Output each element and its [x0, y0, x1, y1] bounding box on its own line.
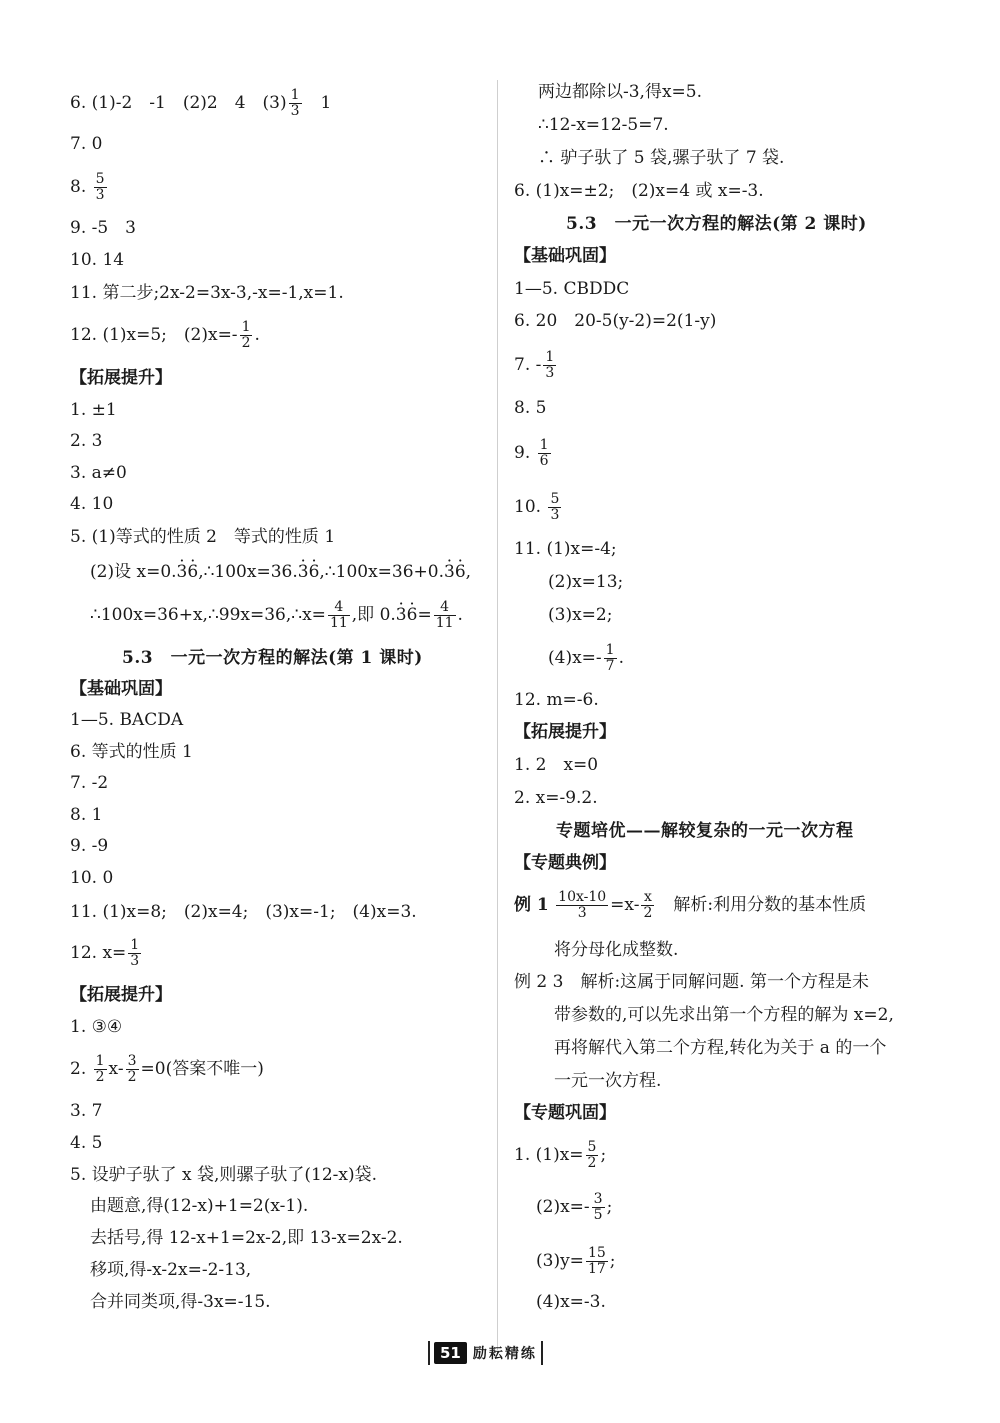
answer-continuation: 移项,得-x-2x=-2-13,: [90, 1260, 252, 1280]
section-heading: 【专题典例】: [514, 853, 616, 873]
section-heading: 【基础巩固】: [70, 679, 172, 699]
answer-continuation: 一元一次方程.: [554, 1071, 662, 1091]
example-2: 例 2 3 解析:这属于同解问题. 第一个方程是未: [514, 972, 869, 992]
fraction: $\frac{4}{11}$: [329, 599, 348, 631]
lesson-title: 5.3 一元一次方程的解法(第 2 课时): [566, 214, 867, 234]
fraction: $\frac{1}{2}$: [241, 319, 251, 351]
fraction: $\frac{x}{2}$: [643, 889, 653, 921]
answer-text: 6. (1)-2 -1 (2)2 4 (3): [70, 93, 287, 113]
answer-continuation: 将分母化成整数.: [554, 940, 679, 960]
answer: 11. (1)x=8; (2)x=4; (3)x=-1; (4)x=3.: [70, 902, 417, 922]
answer: 9. $\frac{1}{6}$: [514, 437, 549, 469]
page-footer: [424, 1338, 547, 1368]
answer-continuation: (2)x=13;: [548, 572, 624, 592]
answer-9: 9. -5 3: [70, 218, 136, 238]
answer: 2. 3: [70, 431, 103, 451]
fraction: $\frac{1}{3}$: [545, 349, 555, 381]
fraction: $\frac{1}{3}$: [130, 937, 140, 969]
answer: 1—5. CBDDC: [514, 279, 630, 299]
answer: 1. ③④: [70, 1017, 123, 1037]
footer-bar: [541, 1341, 543, 1365]
answer-continuation: ∴ 驴子驮了 5 袋,骡子驮了 7 袋.: [538, 148, 785, 168]
topic-title: 专题培优——解较复杂的一元一次方程: [556, 821, 854, 841]
answer: 6. 等式的性质 1: [70, 742, 193, 762]
answer: 10. $\frac{5}{3}$: [514, 491, 560, 523]
fraction: $\frac{1}{7}$: [605, 642, 615, 674]
answer: 4. 5: [70, 1133, 103, 1153]
answer-12: 12. x= $\frac{1}{3}$: [70, 937, 140, 969]
answer: 2. $\frac{1}{2}$ x- $\frac{3}{2}$ =0(答案不唯一): [70, 1053, 264, 1085]
answer: 3. a≠0: [70, 463, 127, 483]
answer-continuation: ∴100x=36+x,∴99x=36,∴x= $\frac{4}{11}$ ,即 0.· 3· 6= $\frac{4}{11}$ .: [90, 600, 463, 631]
section-heading: 【拓展提升】: [70, 368, 172, 388]
fraction: $\frac{1}{6}$: [539, 437, 549, 469]
answer: 1. ±1: [70, 400, 117, 420]
fraction: $\frac{4}{11}$: [435, 599, 454, 631]
page-number: 51: [434, 1342, 467, 1364]
answer: 7. -2: [70, 773, 109, 793]
answer: 2. x=-9.2.: [514, 788, 598, 808]
answer-continuation: (4)x=-3.: [536, 1292, 606, 1312]
fraction: $\frac{15}{17}$: [587, 1245, 606, 1277]
answer-7: 7. 0: [70, 134, 103, 154]
answer-8: 8. $\frac{5}{3}$: [70, 171, 105, 203]
answer-continuation: (3)x=2;: [548, 605, 613, 625]
answer: 1—5. BACDA: [70, 710, 184, 730]
answer: 11. (1)x=-4;: [514, 539, 617, 559]
answer: 8. 5: [514, 398, 547, 418]
answer-11: 11. 第二步;2x-2=3x-3,-x=-1,x=1.: [70, 283, 344, 303]
answer-continuation: (4)x=- $\frac{1}{7}$ .: [548, 642, 624, 674]
answer: 7. - $\frac{1}{3}$: [514, 349, 555, 381]
fraction: $\frac{3}{5}$: [593, 1191, 603, 1223]
fraction: $\frac{10x-10}{3}$: [558, 889, 607, 921]
fraction: $\frac{1}{3}$: [290, 87, 300, 119]
answer: 5. (1)等式的性质 2 等式的性质 1: [70, 527, 336, 547]
column-divider: [497, 80, 498, 1350]
example-1: 例 1 $\frac{10x-10}{3}$ =x- $\frac{x}{2}$ 解析:利用分数的基本性质: [514, 889, 867, 921]
answer-continuation: 带参数的,可以先求出第一个方程的解为 x=2,: [554, 1005, 894, 1025]
answer: 9. -9: [70, 836, 109, 856]
fraction: $\frac{3}{2}$: [127, 1053, 137, 1085]
answer-12: 12. (1)x=5; (2)x=- $\frac{1}{2}$ .: [70, 319, 260, 351]
answer: 4. 10: [70, 494, 114, 514]
answer: 6. (1)x=±2; (2)x=4 或 x=-3.: [514, 181, 764, 201]
answer-10: 10. 14: [70, 250, 125, 270]
answer: 1. (1)x= $\frac{5}{2}$ ;: [514, 1139, 607, 1171]
fraction: $\frac{5}{3}$: [95, 171, 105, 203]
answer: 6. 20 20-5(y-2)=2(1-y): [514, 311, 717, 331]
answer: 1. 2 x=0: [514, 755, 599, 775]
answer: 8. 1: [70, 805, 103, 825]
section-heading: 【拓展提升】: [514, 722, 616, 742]
brand-logo: 励耘精练: [472, 1346, 537, 1362]
footer-bar: [428, 1341, 430, 1365]
section-heading: 【基础巩固】: [514, 246, 616, 266]
section-heading: 【拓展提升】: [70, 985, 172, 1005]
answer-continuation: 合并同类项,得-3x=-15.: [90, 1292, 271, 1312]
answer-continuation: (2)x=- $\frac{3}{5}$ ;: [536, 1191, 613, 1223]
fraction: $\frac{1}{2}$: [95, 1053, 105, 1085]
answer: 5. 设驴子驮了 x 袋,则骡子驮了(12-x)袋.: [70, 1165, 378, 1185]
fraction: $\frac{5}{2}$: [587, 1139, 597, 1171]
answer-continuation: 由题意,得(12-x)+1=2(x-1).: [90, 1196, 309, 1216]
answer-continuation: 去括号,得 12-x+1=2x-2,即 13-x=2x-2.: [90, 1228, 403, 1248]
answer-continuation: ∴12-x=12-5=7.: [538, 115, 669, 135]
lesson-title: 5.3 一元一次方程的解法(第 1 课时): [122, 648, 423, 668]
fraction: $\frac{5}{3}$: [550, 491, 560, 523]
answer: 3. 7: [70, 1101, 103, 1121]
answer-continuation: (3)y= $\frac{15}{17}$ ;: [536, 1245, 616, 1277]
answer-continuation: 再将解代入第二个方程,转化为关于 a 的一个: [554, 1038, 887, 1058]
answer-6: 6. (1)-2 -1 (2)2 4 (3) $\frac{1}{3}$ 1: [70, 87, 332, 119]
answer-continuation: 两边都除以-3,得x=5.: [538, 82, 703, 102]
section-heading: 【专题巩固】: [514, 1103, 616, 1123]
answer-continuation: (2)设 x=0.· 3· 6,∴100x=36.· 3· 6,∴100x=36+0.· 3· 6,: [90, 560, 471, 584]
answer: 12. m=-6.: [514, 690, 599, 710]
answer: 10. 0: [70, 868, 114, 888]
